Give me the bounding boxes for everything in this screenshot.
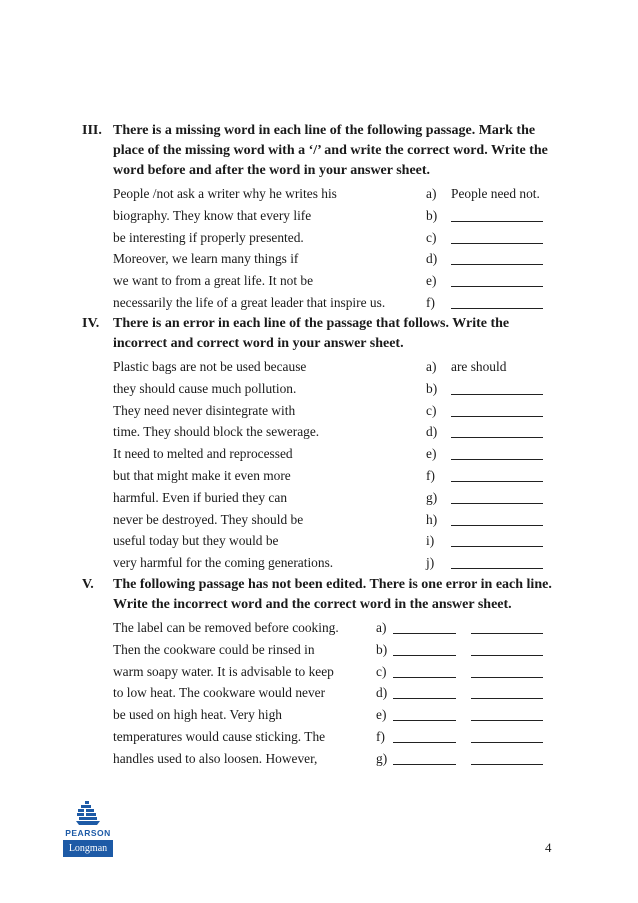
correct-word-blank[interactable]: [471, 677, 543, 678]
exercise-line: [113, 206, 556, 228]
sample-answer: are should: [451, 359, 507, 374]
line-text: they should cause much pollution.: [113, 380, 297, 396]
answer-label: e): [376, 707, 387, 723]
answer-blank[interactable]: [451, 568, 543, 569]
answer-label: b): [426, 207, 438, 223]
correct-word-blank[interactable]: [471, 720, 543, 721]
answer-label: j): [426, 555, 435, 571]
answer-label: f): [426, 294, 435, 310]
answer-label: b): [376, 641, 388, 657]
section-v: [82, 575, 556, 771]
exercise-line: [113, 271, 556, 293]
answer-label: e): [426, 273, 437, 289]
answer-label: g): [426, 489, 438, 505]
exercise-line: [113, 531, 556, 553]
answer-label: h): [426, 511, 438, 527]
answer-blank[interactable]: [451, 394, 543, 395]
exercise-line: [113, 727, 556, 749]
answer-label: a): [426, 359, 437, 374]
line-text: People /not ask a writer why he writes his: [113, 186, 337, 201]
exercise-line: [113, 293, 556, 315]
exercise-line: [113, 662, 556, 684]
line-text: useful today but they would be: [113, 533, 279, 549]
answer-blank[interactable]: [451, 308, 543, 309]
answer-blank[interactable]: [451, 546, 543, 547]
answer-blank[interactable]: [451, 503, 543, 504]
exercise-line: [113, 228, 556, 250]
answer-blank[interactable]: [451, 459, 543, 460]
answer-blank[interactable]: [451, 416, 543, 417]
line-text: necessarily the life of a great leader that inspire us.: [113, 294, 386, 310]
exercise-line: [113, 749, 556, 771]
section-instruction: There is an error in each line of the passage that follows. Write the incorrect and correct word in your answer sheet.: [113, 316, 510, 351]
answer-label: c): [426, 229, 437, 245]
section-heading: [82, 121, 556, 181]
answer-blank[interactable]: [451, 437, 543, 438]
exercise-line: [113, 444, 556, 466]
line-text: we want to from a great life. It not be: [113, 273, 314, 289]
line-text: to low heat. The cookware would never: [113, 685, 326, 701]
incorrect-word-blank[interactable]: [393, 655, 456, 656]
correct-word-blank[interactable]: [471, 742, 543, 743]
incorrect-word-blank[interactable]: [393, 677, 456, 678]
answer-label: g): [376, 750, 388, 766]
answer-blank[interactable]: [451, 481, 543, 482]
exercise-line: [113, 618, 556, 640]
correct-word-blank[interactable]: [471, 655, 543, 656]
exercise-line: [113, 379, 556, 401]
exercise-lines: [113, 618, 556, 771]
exercise-line: [113, 510, 556, 532]
exercise-line: [113, 357, 556, 379]
line-text: The label can be removed before cooking.: [113, 620, 339, 635]
answer-label: i): [426, 533, 435, 549]
page-number: 4: [545, 840, 552, 855]
line-text: temperatures would cause sticking. The: [113, 728, 326, 744]
incorrect-word-blank[interactable]: [393, 698, 456, 699]
section-iv: [82, 314, 556, 575]
line-text: harmful. Even if buried they can: [113, 489, 288, 505]
exercise-line: [113, 640, 556, 662]
answer-label: f): [426, 467, 435, 483]
line-text: be used on high heat. Very high: [113, 707, 282, 723]
answer-label: c): [376, 663, 387, 679]
section-instruction: There is a missing word in each line of the following passage. Mark the place of the missing word with a ‘/’ and write the correct word. Write the word before and after the word in your answer sheet.: [113, 123, 548, 178]
section-number: IV.: [82, 316, 100, 331]
exercise-line: [113, 184, 556, 206]
section-iii: [82, 121, 556, 315]
logo-brand: PEARSON: [63, 827, 113, 839]
line-text: but that might make it even more: [113, 467, 291, 483]
answer-label: b): [426, 380, 438, 396]
section-number: III.: [82, 123, 102, 138]
section-instruction: The following passage has not been edited. There is one error in each line. Write the incorrect word and the correct word in the answer sheet.: [113, 577, 552, 612]
section-heading: [82, 575, 556, 615]
line-text: biography. They know that every life: [113, 207, 312, 223]
correct-word-blank[interactable]: [471, 633, 543, 634]
incorrect-word-blank[interactable]: [393, 742, 456, 743]
exercise-line: [113, 422, 556, 444]
answer-label: e): [426, 446, 437, 462]
pearson-longman-logo: [63, 800, 113, 857]
line-text: Moreover, we learn many things if: [113, 251, 299, 267]
section-number: V.: [82, 577, 94, 592]
line-text: Plastic bags are not be used because: [113, 359, 307, 374]
answer-label: f): [376, 728, 385, 744]
exercise-line: [113, 683, 556, 705]
exercise-line: [113, 249, 556, 271]
line-text: never be destroyed. They should be: [113, 511, 304, 527]
line-text: It need to melted and reprocessed: [113, 446, 293, 462]
exercise-line: [113, 553, 556, 575]
answer-blank[interactable]: [451, 286, 543, 287]
line-text: be interesting if properly presented.: [113, 229, 304, 245]
answer-label: a): [376, 620, 387, 635]
answer-label: a): [426, 186, 437, 201]
exercise-line: [113, 705, 556, 727]
incorrect-word-blank[interactable]: [393, 720, 456, 721]
exercise-lines: [113, 184, 556, 315]
answer-blank[interactable]: [451, 525, 543, 526]
answer-label: d): [426, 424, 438, 440]
incorrect-word-blank[interactable]: [393, 764, 456, 765]
answer-label: d): [426, 251, 438, 267]
exercise-line: [113, 488, 556, 510]
line-text: very harmful for the coming generations.: [113, 555, 334, 571]
section-heading: [82, 314, 556, 354]
incorrect-word-blank[interactable]: [393, 633, 456, 634]
line-text: handles used to also loosen. However,: [113, 750, 318, 766]
exercise-lines: [113, 357, 556, 575]
line-text: warm soapy water. It is advisable to keep: [113, 663, 334, 679]
line-text: They need never disintegrate with: [113, 402, 296, 418]
answer-label: d): [376, 685, 388, 701]
correct-word-blank[interactable]: [471, 698, 543, 699]
correct-word-blank[interactable]: [471, 764, 543, 765]
sample-answer: People need not.: [451, 186, 540, 201]
line-text: Then the cookware could be rinsed in: [113, 641, 315, 657]
ship-icon: [63, 800, 113, 827]
answer-blank[interactable]: [451, 243, 543, 244]
answer-blank[interactable]: [451, 221, 543, 222]
line-text: time. They should block the sewerage.: [113, 424, 320, 440]
logo-imprint: Longman: [63, 840, 113, 857]
answer-blank[interactable]: [451, 264, 543, 265]
exercise-line: [113, 401, 556, 423]
exercise-line: [113, 466, 556, 488]
answer-label: c): [426, 402, 437, 418]
